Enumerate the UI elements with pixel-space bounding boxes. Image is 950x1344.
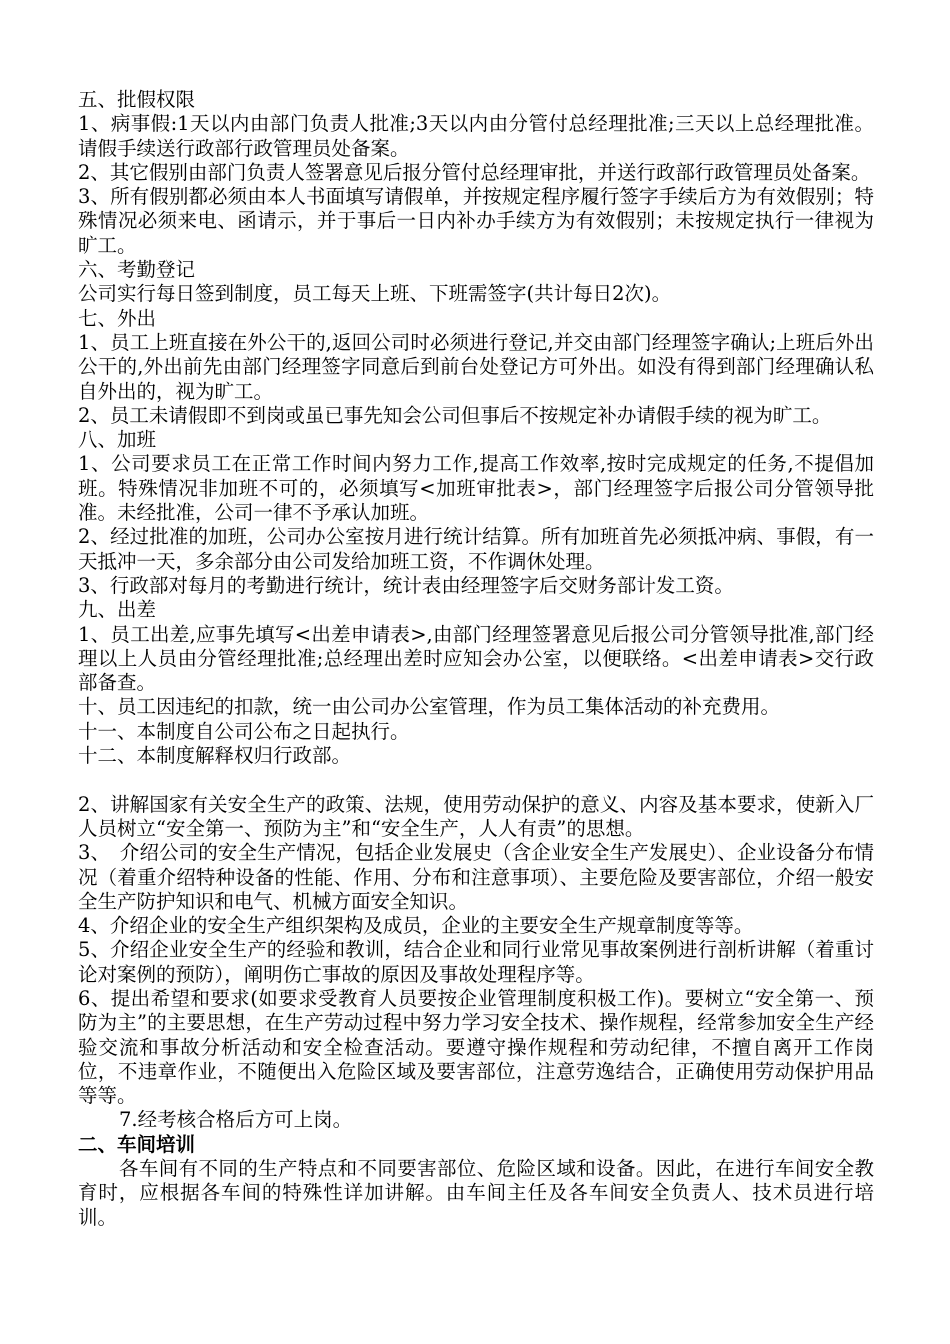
section-heading: 七、外出 [78, 306, 157, 330]
paragraph: 1、员工上班直接在外公干的,返回公司时必须进行登记,并交由部门经理签字确认;上班后外出公干的,外出前先由部门经理签字同意后到前台处登记方可外出。如没有得到部门经理确认私自外出的，视为旷工。 [78, 330, 874, 403]
paragraph: 3、行政部对每月的考勤进行统计，统计表由经理签字后交财务部计发工资。 [78, 573, 734, 597]
paragraph: 十二、本制度解释权归行政部。 [78, 744, 352, 768]
paragraph: 2、经过批准的加班，公司办公室按月进行统计结算。所有加班首先必须抵冲病、事假，有一天抵冲一天，多余部分由公司发给加班工资，不作调休处理。 [78, 525, 874, 573]
paragraph: 1、公司要求员工在正常工作时间内努力工作,提高工作效率,按时完成规定的任务,不提倡加班。特殊情况非加班不可的，必须填写<加班审批表>，部门经理签字后报公司分管领导批准。未经批准，公司一律不予承认加班。 [78, 452, 874, 525]
paragraph: 2、员工未请假即不到岗或虽已事先知会公司但事后不按规定补办请假手续的视为旷工。 [78, 403, 832, 427]
paragraph: 7.经考核合格后方可上岗。 [119, 1108, 353, 1132]
paragraph: 各车间有不同的生产特点和不同要害部位、危险区域和设备。因此，在进行车间安全教育时，应根据各车间的特殊性详加讲解。由车间主任及各车间安全负责人、技术员进行培训。 [78, 1157, 874, 1229]
section-heading: 六、考勤登记 [78, 258, 196, 282]
paragraph: 3、所有假别都必须由本人书面填写请假单，并按规定程序履行签字手续后方为有效假别；特殊情况必须来电、函请示，并于事后一日内补办手续方为有效假别；未按规定执行一律视为旷工。 [78, 185, 874, 257]
paragraph: 6、提出希望和要求(如要求受教育人员要按企业管理制度积极工作)。要树立“安全第一、预防为主”的主要思想，在生产劳动过程中努力学习安全技术、操作规程，经常参加安全生产经验交流和事故分析活动和安全检查活动。要遵守操作规程和劳动纪律，不擅自离开工作岗位，不违章作业，不随便出入危险区域及要害部位，注意劳逸结合，正确使用劳动保护用品等等。 [78, 986, 874, 1108]
paragraph: 十一、本制度自公司公布之日起执行。 [78, 719, 410, 743]
paragraph: 十、员工因违纪的扣款，统一由公司办公室管理，作为员工集体活动的补充费用。 [78, 695, 781, 719]
section-heading: 五、批假权限 [78, 88, 196, 111]
paragraph: 公司实行每日签到制度，员工每天上班、下班需签字(共计每日2次)。 [78, 282, 672, 306]
paragraph: 2、讲解国家有关安全生产的政策、法规，使用劳动保护的意义、内容及基本要求，使新入厂人员树立“安全第一、预防为主”和“安全生产，人人有责”的思想。 [78, 792, 874, 840]
section-heading: 九、出差 [78, 598, 157, 622]
document-page [78, 88, 874, 1230]
paragraph: 1、员工出差,应事先填写<出差申请表>,由部门经理签署意见后报公司分管领导批准,部门经理以上人员由分管经理批准;总经理出差时应知会办公室，以便联络。<出差申请表>交行政部备查。 [78, 622, 874, 695]
paragraph: 1、病事假:1天以内由部门负责人批准;3天以内由分管付总经理批准;三天以上总经理批准。请假手续送行政部行政管理员处备案。 [78, 112, 874, 160]
paragraph: 4、介绍企业的安全生产组织架构及成员，企业的主要安全生产规章制度等等。 [78, 914, 754, 938]
paragraph: 5、介绍企业安全生产的经验和教训，结合企业和同行业常见事故案例进行剖析讲解（着重讨论对案例的预防），阐明伤亡事故的原因及事故处理程序等。 [78, 938, 874, 986]
paragraph: 2、其它假别由部门负责人签署意见后报分管付总经理审批，并送行政部行政管理员处备案。 [78, 160, 871, 184]
blank-line [78, 768, 874, 792]
section-heading: 八、加班 [78, 428, 157, 452]
paragraph: 3、 介绍公司的安全生产情况，包括企业发展史（含企业安全生产发展史）、企业设备分布情况（着重介绍特种设备的性能、作用、分布和注意事项）、主要危险及要害部位，介绍一般安全生产防护知识和电气、机械方面安全知识。 [78, 841, 874, 913]
section-heading: 二、车间培训 [78, 1132, 196, 1156]
